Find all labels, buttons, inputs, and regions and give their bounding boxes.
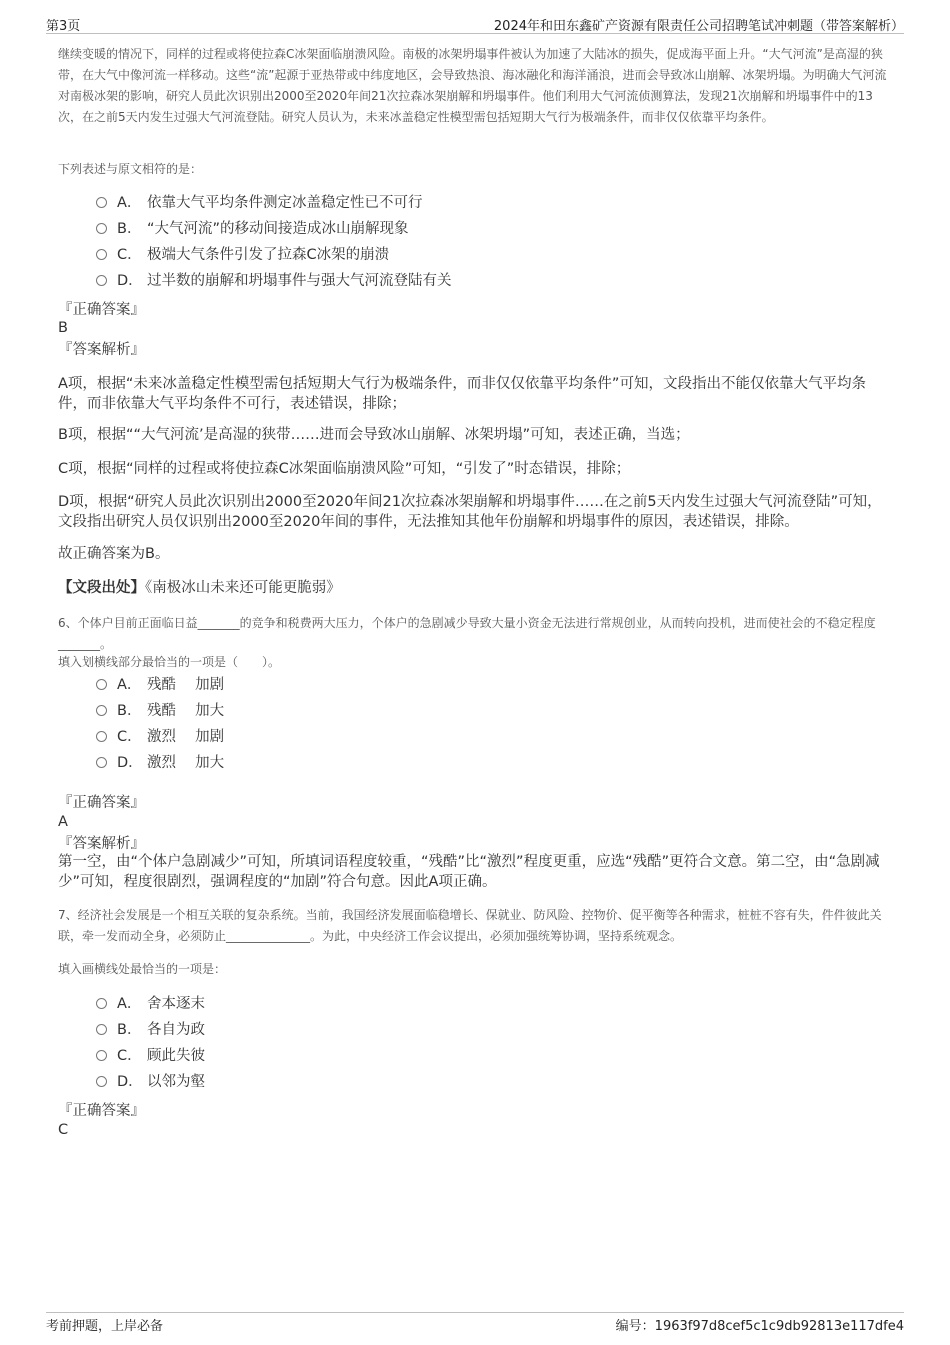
q6-analysis-label: 『答案解析』 xyxy=(58,836,145,852)
q5-option-d[interactable]: D． 过半数的崩解和坍塌事件与强大气河流登陆有关 xyxy=(96,269,452,293)
radio-icon[interactable] xyxy=(96,275,107,286)
q6-answer-label: 『正确答案』 xyxy=(58,795,145,811)
radio-icon[interactable] xyxy=(96,223,107,234)
q5-analysis-c: C项，根据“同样的过程或将使拉森C冰架面临崩溃风险”可知，“引发了”时态错误，排除； xyxy=(58,461,631,477)
footer-divider xyxy=(46,1312,904,1313)
q6-analysis: 第一空，由“个体户急剧减少”可知，所填词语程度较重，“残酷”比“激烈”程度更重，应选“残酷”更符合文意。第二空，由“急剧减少”可知，程度很剧烈，强调程度的“加剧”符合句意。因此A项正确。 xyxy=(58,854,880,890)
q7-option-a[interactable]: A． 舍本逐末 xyxy=(96,992,205,1016)
q7-option-c[interactable]: C． 顾此失彼 xyxy=(96,1044,205,1068)
q5-analysis-label: 『答案解析』 xyxy=(58,342,145,358)
q7-answer: C xyxy=(58,1122,69,1138)
q5-conclusion: 故正确答案为B。 xyxy=(58,546,170,562)
radio-icon[interactable] xyxy=(96,197,107,208)
q5-analysis-b: B项，根据““大气河流’是高湿的狭带……进而会导致冰山崩解、冰架坍塌”可知，表述正确，当选； xyxy=(58,427,690,443)
radio-icon[interactable] xyxy=(96,705,107,716)
header-divider xyxy=(46,33,904,34)
q6-option-c[interactable]: C． 激烈 加剧 xyxy=(96,725,224,749)
radio-icon[interactable] xyxy=(96,757,107,768)
radio-icon[interactable] xyxy=(96,998,107,1009)
q6-option-a[interactable]: A． 残酷 加剧 xyxy=(96,673,224,697)
q5-option-c[interactable]: C． 极端大气条件引发了拉森C冰架的崩溃 xyxy=(96,243,389,267)
q5-answer-label: 『正确答案』 xyxy=(58,302,145,318)
q7-option-d[interactable]: D． 以邻为壑 xyxy=(96,1070,205,1094)
radio-icon[interactable] xyxy=(96,1024,107,1035)
q7-prompt: 填入画横线处最恰当的一项是： xyxy=(58,962,227,976)
q6-answer: A xyxy=(58,814,68,830)
document-id: 编号：1963f97d8cef5c1c9db92813e117dfe4 xyxy=(615,1319,904,1334)
radio-icon[interactable] xyxy=(96,249,107,260)
q7-answer-label: 『正确答案』 xyxy=(58,1103,145,1119)
footer-slogan: 考前押题，上岸必备 xyxy=(46,1319,164,1334)
q7-stem: 7、经济社会发展是一个相互关联的复杂系统。当前，我国经济发展面临稳增长、保就业、防风险、控物价、促平衡等各种需求，桩桩不容有失，件件彼此关联，牵一发而动全身，必须防止______________。为此，中央经济工作会议提出，必须加强统筹协调，坚持系统观念。 xyxy=(58,908,882,943)
radio-icon[interactable] xyxy=(96,1050,107,1061)
q5-option-b[interactable]: B． “大气河流”的移动间接造成冰山崩解现象 xyxy=(96,217,409,241)
q6-option-b[interactable]: B． 残酷 加大 xyxy=(96,699,224,723)
radio-icon[interactable] xyxy=(96,731,107,742)
q6-prompt: 填入划横线部分最恰当的一项是（ ）。 xyxy=(58,655,281,669)
q5-answer: B xyxy=(58,320,68,336)
reading-passage: 继续变暖的情况下，同样的过程或将使拉森C冰架面临崩溃风险。南极的冰架坍塌事件被认为加速了大陆冰的损失，促成海平面上升。“大气河流”是高湿的狭带，在大气中像河流一样移动。这些“流”起源于亚热带或中纬度地区，会导致热浪、海冰融化和海洋涌浪，进而会导致冰山崩解、冰架坍塌。为明确大气河流对南极冰架的影响，研究人员此次识别出2000至2020年间21次拉森冰架崩解和坍塌事件。他们利用大气河流侦测算法，发现21次崩解和坍塌事件中的13次，在之前5天内发生过强大气河流登陆。研究人员认为，未来冰盖稳定性模型需包括短期大气行为极端条件，而非仅仅依靠平均条件。 xyxy=(58,47,887,124)
radio-icon[interactable] xyxy=(96,1076,107,1087)
q6-option-d[interactable]: D． 激烈 加大 xyxy=(96,751,224,775)
q5-option-a[interactable]: A． 依靠大气平均条件测定冰盖稳定性已不可行 xyxy=(96,191,423,215)
q6-stem: 6、个体户目前正面临日益_______的竞争和税费两大压力，个体户的急剧减少导致大量小资金无法进行常规创业，从而转向投机，进而使社会的不稳定程度_______。 xyxy=(58,616,876,651)
page-number: 第3页 xyxy=(46,19,81,34)
radio-icon[interactable] xyxy=(96,679,107,690)
q5-source: 【文段出处】《南极冰山未来还可能更脆弱》 xyxy=(58,580,341,596)
q5-analysis-a: A项，根据“未来冰盖稳定性模型需包括短期大气行为极端条件，而非仅仅依靠平均条件”可知，文段指出不能仅依靠大气平均条件，而非依靠大气平均条件不可行，表述错误，排除； xyxy=(58,376,866,412)
q7-option-b[interactable]: B． 各自为政 xyxy=(96,1018,205,1042)
q5-analysis-d: D项，根据“研究人员此次识别出2000至2020年间21次拉森冰架崩解和坍塌事件……在之前5天内发生过强大气河流登陆”可知，文段指出研究人员仅识别出2000至2020年间的事件，无法推知其他年份崩解和坍塌事件的原因，表述错误，排除。 xyxy=(58,494,882,530)
q5-prompt: 下列表述与原文相符的是： xyxy=(58,162,203,176)
document-title: 2024年和田东鑫矿产资源有限责任公司招聘笔试冲刺题（带答案解析） xyxy=(493,19,904,34)
